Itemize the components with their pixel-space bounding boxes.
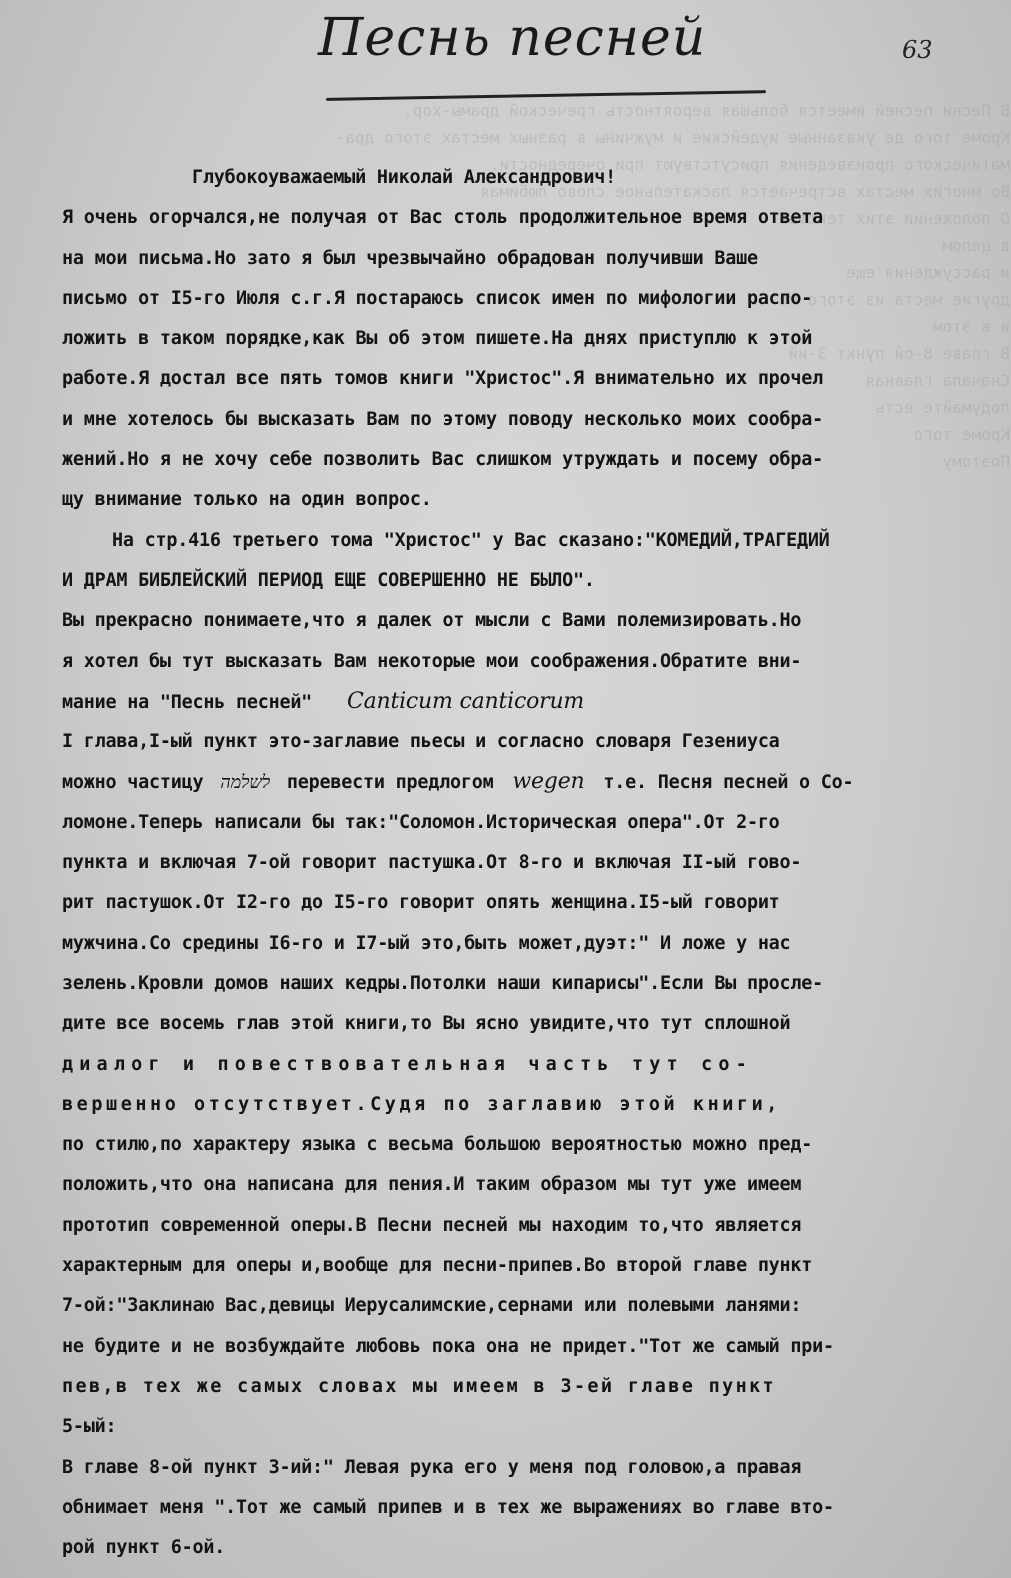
- text-line: не будите и не возбуждайте любовь пока она не придет."Тот же самый при-: [62, 1335, 834, 1357]
- text-segment: перевести предлогом: [286, 772, 494, 794]
- handwritten-note-wegen: wegen: [512, 769, 585, 795]
- handwritten-note-canticum: Canticum canticorum: [346, 688, 585, 714]
- text-line: 5-ый:: [62, 1416, 117, 1438]
- text-segment: можно частицу: [62, 772, 204, 794]
- page-number: 63: [902, 36, 933, 64]
- bleed-through-text: В Песни песней имеется большая вероятность греческой драмы-хор. Кроме того де указанные иудейские и мужчины в разных местах этого дра- матического произведения присутствуют при очередности. Во многих местах встречается ласкательное слово любимая О положении этих текстов в целом и рассуждения еще другие места из этого же и в этом В главе 8-ой пункт 3-ий Сначала главная подумайте есть Кроме того Поэтому: [335, 101, 1010, 471]
- text-line: И ДРАМ БИБЛЕЙСКИЙ ПЕРИОД ЕЩЕ СОВЕРШЕННО НЕ БЫЛО".: [62, 569, 595, 591]
- text-line: ложить в таком порядке,как Вы об этом пишете.На днях приступлю к этой: [62, 328, 813, 350]
- text-line: прототип современной оперы.В Песни песней мы находим то,что является: [62, 1214, 802, 1236]
- text-segment: т.е. Песня песней о Со-: [603, 772, 854, 794]
- text-line: щу внимание только на один вопрос.: [62, 489, 432, 511]
- text-line: I глава,I-ый пункт это-заглавие пьесы и согласно словаря Гезениуса: [62, 731, 780, 753]
- text-line: диалог и повествовательная часть тут со-: [62, 1053, 753, 1075]
- greeting: Глубокоуважаемый Николай Александрович!: [192, 167, 617, 188]
- text-line: Вы прекрасно понимаете,что я далек от мысли с Вами полемизировать.Но: [62, 610, 802, 632]
- text-line: пев,в тех же самых словах мы имеем в 3-ей главе пункт: [62, 1375, 777, 1397]
- text-line: В главе 8-ой пункт 3-ий:" Левая рука его у меня под головою,а правая: [62, 1456, 802, 1478]
- text-line: 7-ой:"Заклинаю Вас,девицы Иерусалимские,сернами или полевыми ланями:: [62, 1295, 802, 1317]
- title-underline: [326, 90, 766, 101]
- text-line: положить,что она написана для пения.И таким образом мы тут уже имеем: [62, 1174, 802, 1196]
- handwritten-title: Песнь песней: [318, 8, 707, 68]
- text-line: обнимает меня ".Тот же самый припев и в тех же выражениях во главе вто-: [62, 1496, 834, 1518]
- text-segment: мание на "Песнь песней": [62, 691, 313, 713]
- text-line: жений.Но я не хочу себе позволить Вас слишком утруждать и посему обра-: [62, 449, 824, 471]
- text-line: характерным для оперы и,вообще для песни-припев.Во второй главе пункт: [62, 1255, 813, 1277]
- handwritten-note-hebrew: לשלמה: [220, 772, 271, 794]
- text-line: Я очень огорчался,не получая от Вас столь продолжительное время ответа: [62, 207, 824, 229]
- text-line-with-note: [62, 682, 992, 722]
- text-line: по стилю,по характеру языка с весьма большою вероятностью можно пред-: [62, 1134, 813, 1156]
- text-line: рит пастушок.От I2-го до I5-го говорит опять женщина.I5-ый говорит: [62, 892, 780, 914]
- text-line: мужчина.Со средины I6-го и I7-ый это,быть может,дуэт:" И ложе у нас: [62, 932, 791, 954]
- text-line: работе.Я достал все пять томов книги "Христос".Я внимательно их прочел: [62, 368, 824, 390]
- text-line: рой пункт 6-ой.: [62, 1537, 226, 1559]
- text-line: письмо от I5-го Июля с.г.Я постараюсь список имен по мифологии распо-: [62, 287, 813, 309]
- text-line: вершенно отсутствует.Судя по заглавию этой книги,: [62, 1093, 781, 1115]
- text-line: я хотел бы тут высказать Вам некоторые мои соображения.Обратите вни-: [62, 650, 802, 672]
- text-line: зелень.Кровли домов наших кедры.Потолки наши кипарисы".Если Вы просле-: [62, 972, 824, 994]
- text-line: ломоне.Теперь написали бы так:"Соломон.Историческая опера".От 2-го: [62, 811, 780, 833]
- text-line: на мои письма.Но зато я был чрезвычайно обрадован получивши Ваше: [62, 247, 758, 269]
- text-line: дите все восемь глав этой книги,то Вы ясно увидите,что тут сплошной: [62, 1013, 791, 1035]
- letter-body: [62, 158, 992, 1568]
- text-line: и мне хотелось бы высказать Вам по этому поводу несколько моих сообра-: [62, 408, 824, 430]
- text-line-with-notes: [62, 762, 992, 802]
- text-line: пункта и включая 7-ой говорит пастушка.От 8-го и включая II-ый гово-: [62, 852, 802, 874]
- text-line: На стр.416 третьего тома "Христос" у Вас сказано:"КОМЕДИЙ,ТРАГЕДИЙ: [112, 529, 830, 551]
